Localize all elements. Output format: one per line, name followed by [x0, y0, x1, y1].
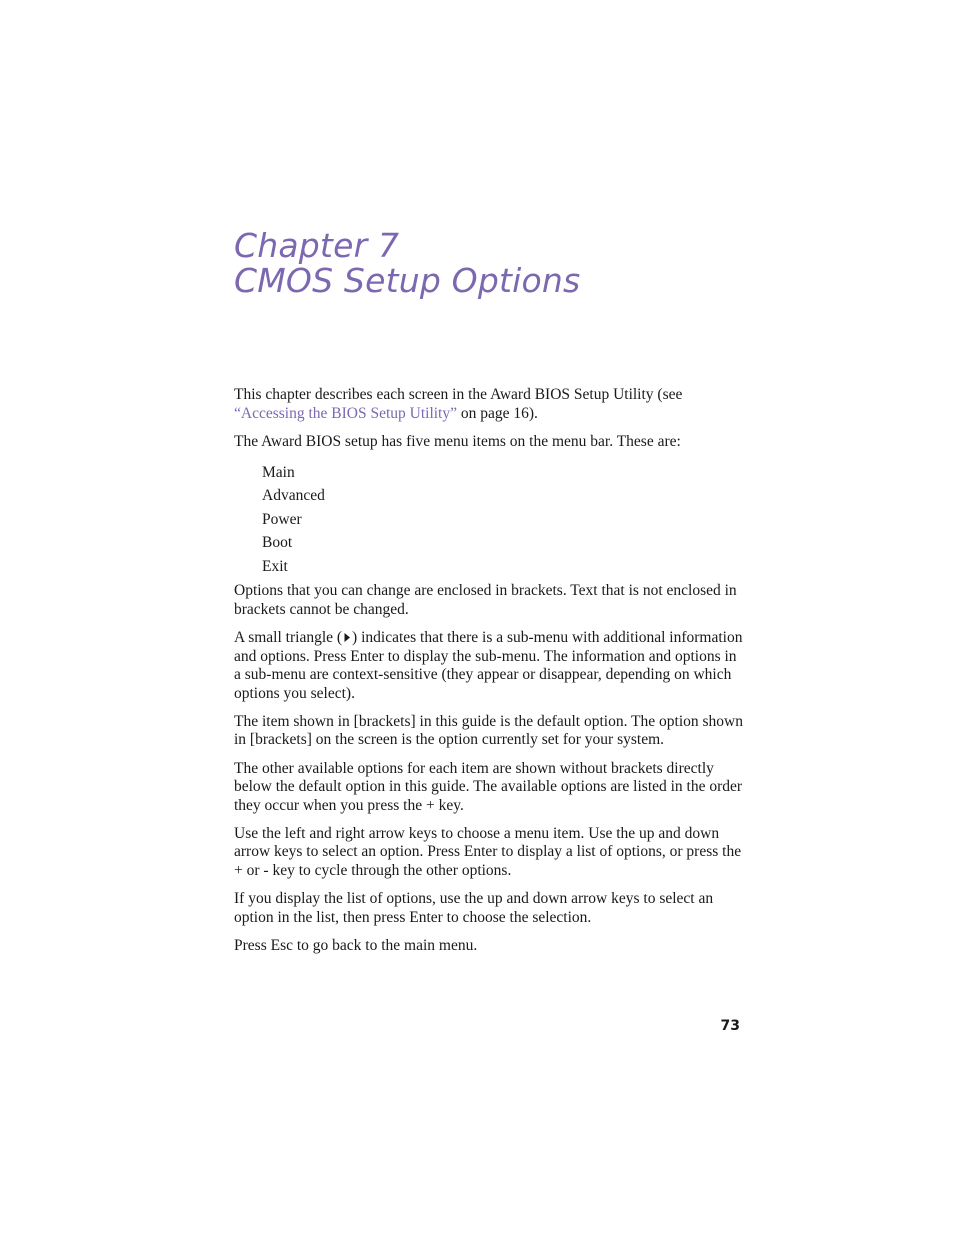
triangle-paragraph: [234, 629, 744, 703]
menu-item-exit: Exit: [262, 557, 288, 575]
menu-intro-paragraph: The Award BIOS setup has five menu items on the menu bar. These are:: [234, 432, 681, 450]
arrow-keys-paragraph: Use the left and right arrow keys to choose a menu item. Use the up and down arrow keys to select an option. Press Enter to display a list of options, or press the + or - key to cycle through the other options.: [234, 824, 742, 879]
list-options-paragraph: If you display the list of options, use the up and down arrow keys to select an option in the list, then press Enter to choose the selection.: [234, 890, 714, 926]
body-text: [234, 386, 744, 965]
page-number: 73: [720, 1018, 740, 1034]
intro-text-after: on page 16).: [457, 404, 538, 422]
menu-item-advanced: Advanced: [262, 487, 325, 505]
bios-setup-link[interactable]: “Accessing the BIOS Setup Utility”: [234, 404, 457, 422]
intro-text-before: This chapter describes each screen in the Award BIOS Setup Utility (see: [234, 386, 683, 403]
intro-paragraph: [234, 386, 744, 423]
triangle-text-after: ) indicates that there is a sub-menu with additional information and options. Press Enter to display the sub-menu. The information and options in a sub-menu are context-sensitive (they appear or disappear, depending on which options you select).: [234, 628, 743, 702]
brackets-paragraph: Options that you can change are enclosed in brackets. Text that is not enclosed in brackets cannot be changed.: [234, 582, 737, 618]
chapter-heading: [234, 228, 580, 298]
submenu-triangle-icon: [342, 630, 352, 644]
menu-items-list: [234, 461, 744, 579]
menu-item-main: Main: [262, 463, 295, 481]
other-options-paragraph: The other available options for each item are shown without brackets directly below the default option in this guide. The available options are listed in the order they occur when you press the + key.: [234, 759, 743, 814]
menu-item-boot: Boot: [262, 534, 293, 552]
chapter-title: CMOS Setup Options: [234, 261, 581, 300]
default-option-paragraph: The item shown in [brackets] in this guide is the default option. The option shown in [brackets] on the screen is the option currently set for your system.: [234, 712, 743, 749]
chapter-number: Chapter 7: [234, 226, 400, 265]
triangle-text-before: A small triangle (: [234, 628, 343, 646]
menu-item-power: Power: [262, 510, 302, 528]
esc-paragraph: Press Esc to go back to the main menu.: [234, 936, 478, 954]
